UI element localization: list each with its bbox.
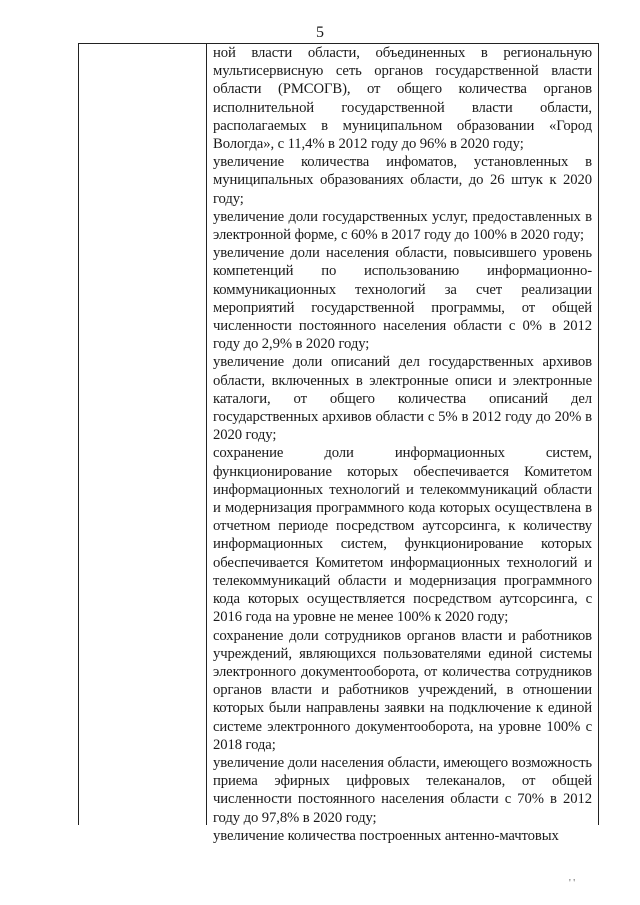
- paragraph-information-systems: сохранение доли информационных систем, функционирование которых обеспечивается Комитетом информационных технологий и телекоммуникаций области и модернизация программного кода которых осуществлена в отчетном периоде посредством аутсорсинга, к количеству информационных систем, функционирование которых обеспечивается Комитетом информационных технологий и телекоммуникаций области и модернизация программного кода которых осуществляется посредством аутсорсинга, с 2016 года на уровне не менее 100% к 2020 году;: [213, 445, 592, 626]
- scan-mark: ' ': [569, 878, 576, 889]
- paragraph-ict-competence: увеличение доли населения области, повысившего уровень компетенций по использованию информационно-коммуникационных технологий за счет реализации мероприятий государственной программы, от общей численности постоянного населения области с 0% в 2012 году до 2,9% в 2020 году;: [213, 245, 592, 353]
- paragraph-archive-descriptions: увеличение доли описаний дел государственных архивов области, включенных в электронные описи и электронные каталоги, от общего количества описаний дел государственных архивов области с 5% в 2012 году до 20% в 2020 году;: [213, 354, 592, 444]
- paragraph-electronic-services: увеличение доли государственных услуг, предоставленных в электронной форме, с 60% в 2017 году до 100% в 2020 году;: [213, 208, 592, 244]
- paragraph-antenna-masts: увеличение количества построенных антенно-мачтовых: [213, 827, 559, 844]
- table-left-column: [79, 44, 207, 825]
- paragraph-document-flow-users: сохранение доли сотрудников органов власти и работников учреждений, являющихся пользователями единой системы электронного документооборота, от количества сотрудников органов власти и работников учреждений, в отношении которых были направлены заявки на подключение к единой системе электронного документооборота, на уровне 100% с 2018 года;: [213, 627, 592, 753]
- paragraph-infomats: увеличение количества инфоматов, установленных в муниципальных образованиях области, до 26 штук к 2020 году;: [213, 154, 592, 207]
- paragraph-rmsogv-share: ной власти области, объединенных в региональную мультисервисную сеть органов государственной власти области (РМСОГВ), от общего количества органов исполнительной государственной власти области, располагаемых в муниципальном образовании «Город Вологда», с 11,4% в 2012 году до 96% в 2020 году;: [213, 45, 592, 153]
- paragraph-digital-tv: увеличение доли населения области, имеющего возможность приема эфирных цифровых телеканалов, от общей численности постоянного населения области с 70% в 2012 году до 97,8% в 2020 году;: [213, 754, 592, 826]
- table-right-column: [207, 44, 598, 844]
- page-number: 5: [316, 24, 324, 41]
- document-table: [78, 43, 599, 844]
